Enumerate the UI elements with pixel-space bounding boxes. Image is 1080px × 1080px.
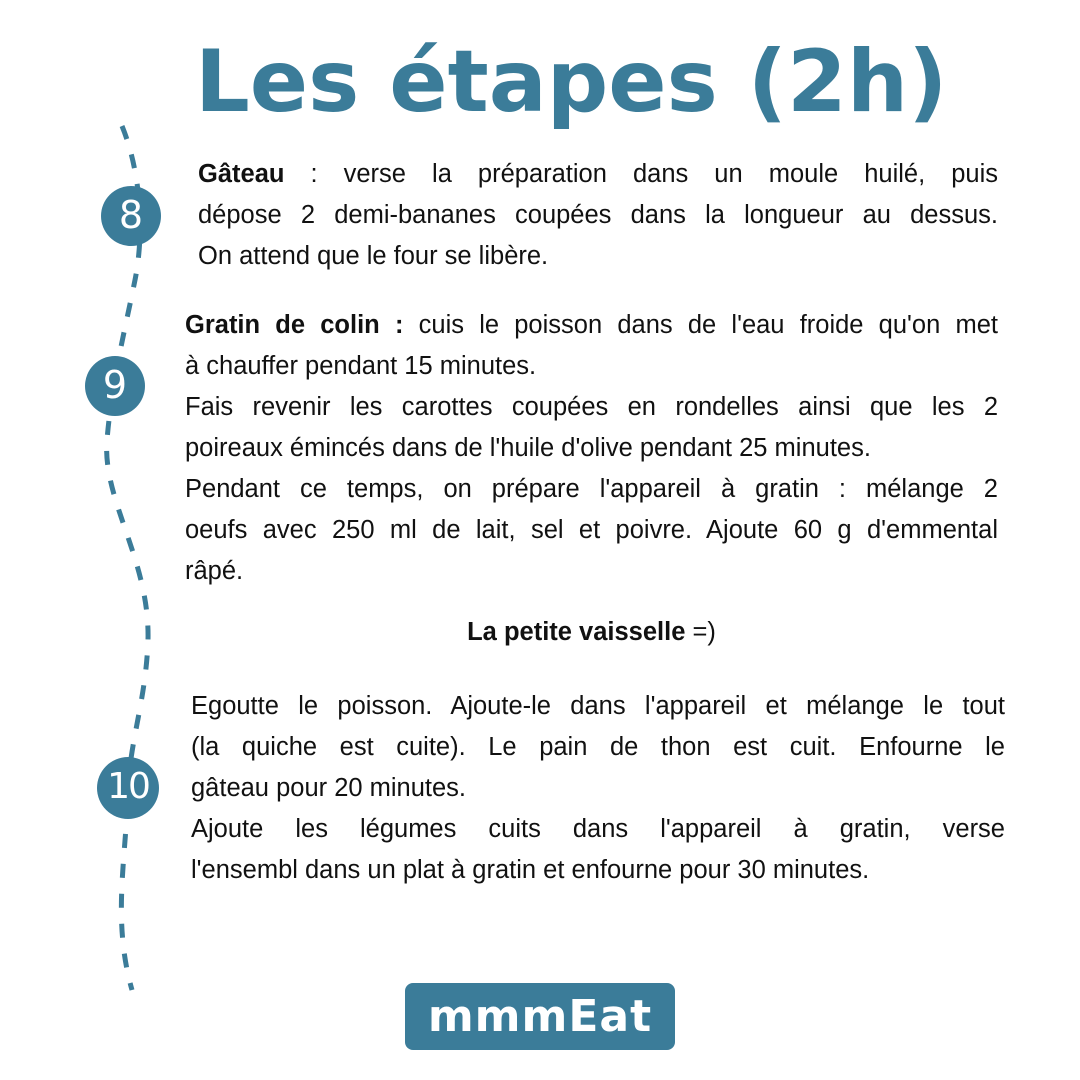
text-line: gâteau pour 20 minutes. — [191, 774, 467, 802]
text-line: à chauffer pendant 15 minutes. — [185, 352, 537, 380]
text-line: Fais revenir les carottes coupées en rondelles ainsi que les 2 — [185, 393, 998, 421]
step-8-badge: 8 — [101, 186, 161, 246]
text-line: poireaux émincés dans de l'huile d'olive pendant 25 minutes. — [185, 434, 871, 462]
step-10-badge: 10 — [97, 757, 159, 819]
text-line: (la quiche est cuite). Le pain de thon est cuit. Enfourne le — [191, 733, 1005, 761]
interlude-text — [185, 612, 998, 653]
text-line: râpé. — [185, 557, 244, 585]
text-line: On attend que le four se libère. — [198, 242, 549, 270]
brand-logo: mmmEat — [405, 983, 675, 1050]
text-line: Ajoute les légumes cuits dans l'appareil à gratin, verse — [191, 815, 1005, 843]
text-line-content: cuis le poisson dans de l'eau froide qu'on met — [403, 311, 998, 339]
step-9-heading: Gratin de colin : — [185, 311, 404, 339]
step-9-badge: 9 — [85, 356, 145, 416]
text-line: Egoutte le poisson. Ajoute-le dans l'appareil et mélange le tout — [191, 692, 1005, 720]
text-line: Pendant ce temps, on prépare l'appareil à gratin : mélange 2 — [185, 475, 998, 503]
text-line-content: : verse la préparation dans un moule huilé, puis — [284, 160, 998, 188]
interlude-suffix: =) — [685, 618, 716, 646]
page-title: Les étapes (2h) — [195, 32, 948, 132]
step-9-text — [185, 305, 998, 592]
step-10-text — [191, 686, 1005, 891]
text-line: oeufs avec 250 ml de lait, sel et poivre. Ajoute 60 g d'emmental — [185, 516, 998, 544]
interlude-heading: La petite vaisselle — [467, 618, 686, 646]
step-8-text — [198, 154, 998, 277]
text-line: dépose 2 demi-bananes coupées dans la longueur au dessus. — [198, 201, 998, 229]
text-line — [185, 305, 998, 346]
step-8-heading: Gâteau — [198, 160, 285, 188]
text-line — [198, 154, 998, 195]
text-line: l'ensembl dans un plat à gratin et enfourne pour 30 minutes. — [191, 856, 870, 884]
